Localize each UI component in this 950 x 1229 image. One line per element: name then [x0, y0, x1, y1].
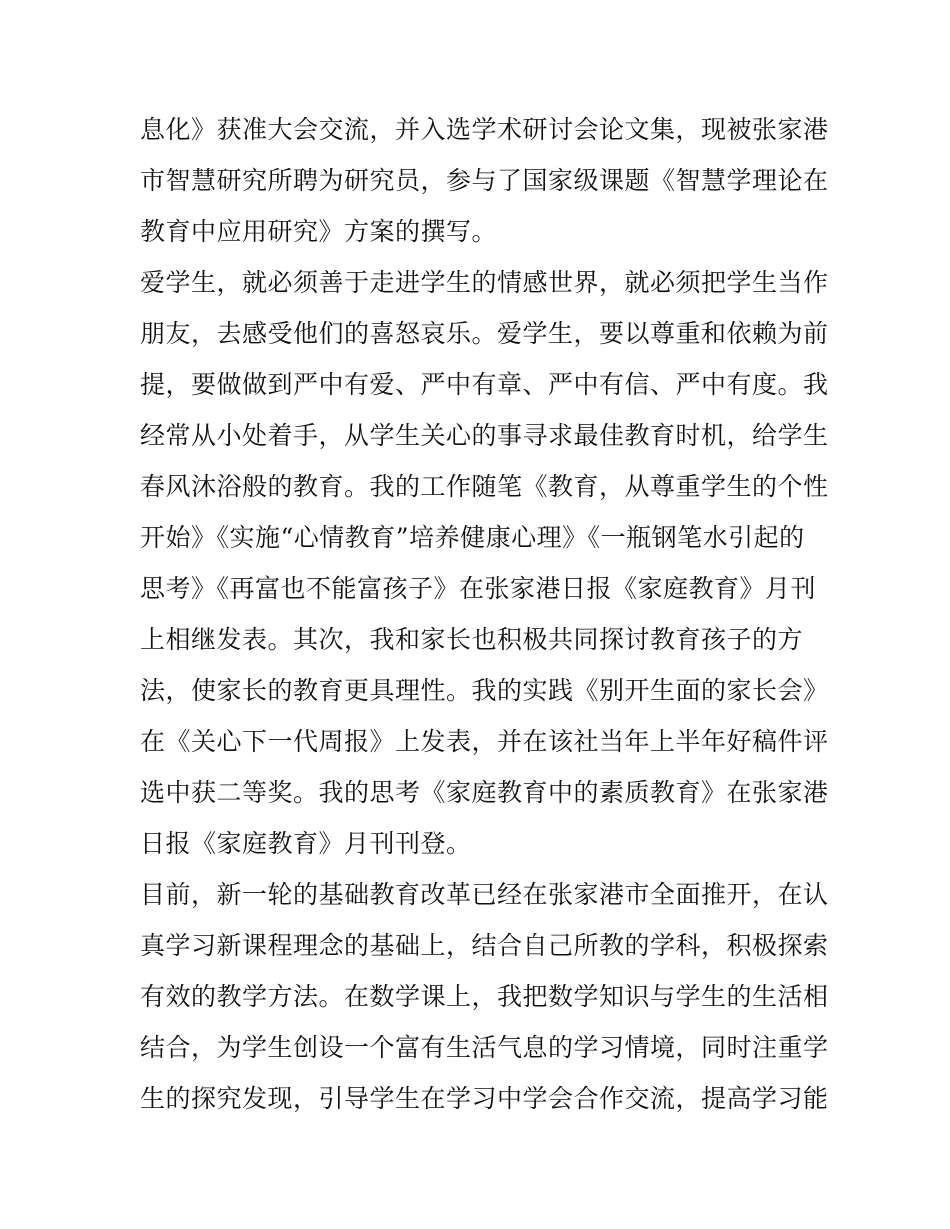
text-line: 开始》《实施“心情教育”培养健康心理》《一瓶钢笔水引起的: [140, 523, 805, 552]
text-line: 选中获二等奖。我的思考《家庭教育中的素质教育》在张家港: [140, 778, 829, 807]
text-line: 市智慧研究所聘为研究员，参与了国家级课题《智慧学理论在: [140, 166, 829, 195]
body-text: [140, 104, 829, 1124]
text-line: 日报《家庭教育》月刊刊登。: [140, 829, 472, 858]
text-line: 思考》《再富也不能富孩子》在张家港日报《家庭教育》月刊: [140, 574, 817, 603]
text-line: 法，使家长的教育更具理性。我的实践《别开生面的家长会》: [140, 676, 829, 705]
text-line: 上相继发表。其次，我和家长也积极共同探讨教育孩子的方: [140, 625, 804, 654]
text-line: 在《关心下一代周报》上发表，并在该社当年上半年好稿件评: [140, 727, 829, 756]
text-line: 经常从小处着手，从学生关心的事寻求最佳教育时机，给学生: [140, 421, 829, 450]
text-line: 提，要做做到严中有爱、严中有章、严中有信、严中有度。我: [140, 370, 829, 399]
text-line: 目前，新一轮的基础教育改革已经在张家港市全面推开，在认: [140, 880, 829, 909]
text-line: 春风沐浴般的教育。我的工作随笔《教育，从尊重学生的个性: [140, 472, 829, 501]
text-line: 教育中应用研究》方案的撰写。: [140, 217, 498, 246]
text-line: 真学习新课程理念的基础上，结合自己所教的学科，积极探索: [140, 931, 829, 960]
text-line: 爱学生，就必须善于走进学生的情感世界，就必须把学生当作: [140, 268, 829, 297]
text-line: 结合，为学生创设一个富有生活气息的学习情境，同时注重学: [140, 1033, 829, 1062]
text-line: 朋友，去感受他们的喜怒哀乐。爱学生，要以尊重和依赖为前: [140, 319, 829, 348]
text-line: 息化》获准大会交流，并入选学术研讨会论文集，现被张家港: [140, 115, 829, 144]
text-line: 生的探究发现，引导学生在学习中学会合作交流，提高学习能: [140, 1084, 829, 1113]
text-line: 有效的教学方法。在数学课上，我把数学知识与学生的生活相: [140, 982, 829, 1011]
